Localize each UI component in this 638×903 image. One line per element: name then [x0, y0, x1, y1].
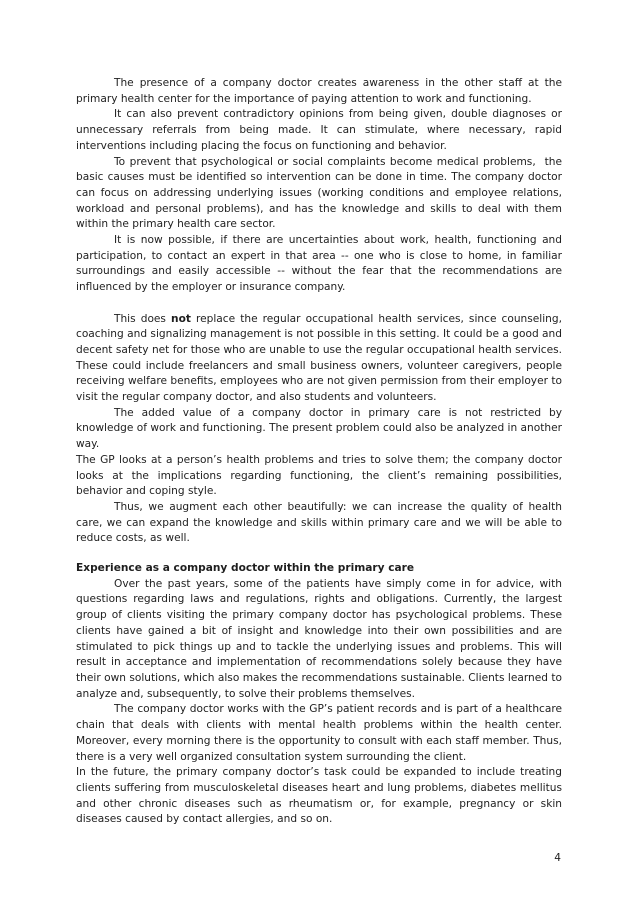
paragraph: To prevent that psychological or social complaints become medical problems, the basic causes must be identified so intervention can be done in time. The company doctor can focus on addressing underlying issues (working conditions and employee relations, workload and personal problems), and has the knowledge and skills to deal with them within the primary health care sector.	[76, 155, 562, 231]
paragraph: Over the past years, some of the patients have simply come in for advice, with questions regarding laws and regulations, rights and obligations. Currently, the largest group of clients visiting the primary company doctor has psychological problems. These clients have gained a bit of insight and knowledge into their own possibilities and are stimulated to pick things up and to tackle the underlying issues and problems. This will result in acceptance and implementation of recommendations solely because they have their own solutions, which also makes the recommendations sustainable. Clients learned to analyze and, subsequently, to solve their problems themselves.	[76, 577, 562, 700]
section-heading: Experience as a company doctor within the primary care	[76, 562, 415, 575]
paragraph: It can also prevent contradictory opinions from being given, double diagnoses or unnecessary referrals from being made. It can stimulate, where necessary, rapid interventions including placing the focus on functioning and behavior.	[76, 108, 562, 152]
paragraph	[76, 312, 562, 406]
paragraph: The presence of a company doctor creates awareness in the other staff at the primary health center for the importance of paying attention to work and functioning.	[76, 77, 562, 105]
paragraph: The company doctor works with the GP’s patient records and is part of a healthcare chain that deals with clients with mental health problems within the health center. Moreover, every morning there is the opportunity to consult with each staff member. Thus, there is a very well organized consultation system surrounding the client.	[76, 703, 562, 763]
paragraph: The added value of a company doctor in primary care is not restricted by knowledge of work and functioning. The present problem could also be analyzed in another way.	[76, 406, 562, 451]
paragraph: Thus, we augment each other beautifully: we can increase the quality of health care, we can expand the knowledge and skills within primary care and we will be able to reduce costs, as well.	[76, 500, 562, 545]
paragraph: The GP looks at a person’s health problems and tries to solve them; the company doctor looks at the implications regarding functioning, the client’s remaining possibilities, behavior and coping style.	[76, 453, 562, 498]
paragraph-text: This does	[114, 312, 172, 325]
page-number: 4	[554, 852, 561, 864]
paragraph: It is now possible, if there are uncertainties about work, health, functioning and participation, to contact an expert in that area -- one who is close to home, in familiar surroundings and easily accessible -- without the fear that the recommendations are influenced by the employer or insurance company.	[76, 234, 562, 294]
emphasis-not: not	[171, 312, 191, 325]
page-body	[76, 76, 562, 828]
paragraph-text: replace the regular occupational health services, since counseling, coaching and signalizing management is not possible in this setting. It could be a good and decent safety net for those who are unable to use the regular occupational health services. These could include freelancers and small business owners, volunteer caregivers, people receiving welfare benefits, employees who are not given permission from their employer to visit the regular company doctor, and also students and volunteers.	[76, 312, 562, 404]
paragraph: In the future, the primary company doctor’s task could be expanded to include treating clients suffering from musculoskeletal diseases heart and lung problems, diabetes mellitus and other chronic diseases such as rheumatism or, for example, pregnancy or skin diseases caused by contact allergies, and so on.	[76, 766, 562, 826]
